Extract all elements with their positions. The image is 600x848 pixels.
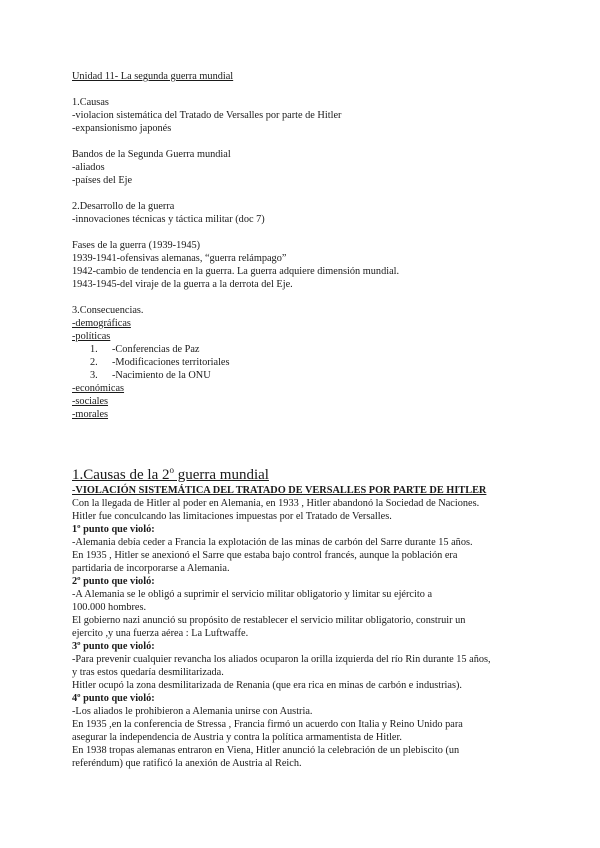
section-subheading: -VIOLACIÓN SISTEMÁTICA DEL TRATADO DE VERSALLES POR PARTE DE HITLER — [72, 485, 487, 496]
political-sublist — [72, 343, 560, 382]
sides-heading: Bandos de la Segunda Guerra mundial — [72, 149, 231, 160]
development-item: -innovaciones técnicas y táctica militar (doc 7) — [72, 214, 265, 225]
point-label: 1º punto que violó: — [72, 524, 155, 535]
paragraph-line: En 1938 tropas alemanas entraron en Viena, Hitler anunció la celebración de un plebiscito (un — [72, 745, 460, 756]
paragraph-line: En 1935 ,en la conferencia de Stressa , Francia firmó un acuerdo con Italia y Reino Unido para — [72, 719, 463, 730]
cause-item: -violacion sistemática del Tratado de Versalles por parte de Hitler — [72, 110, 342, 121]
paragraph-line: y tras estos quedaría desmilitarizada. — [72, 667, 224, 678]
point-label: 3º punto que violó: — [72, 641, 155, 652]
list-item: 1. -Conferencias de Paz — [90, 344, 200, 355]
paragraph-line: -Para prevenir cualquier revancha los aliados ocuparon la orilla izquierda del río Rin durante 15 años, — [72, 654, 491, 665]
phase-item: 1942-cambio de tendencia en la guerra. La guerra adquiere dimensión mundial. — [72, 266, 400, 277]
paragraph-line: asegurar la independencia de Austria y contra la política armamentista de Hitler. — [72, 732, 402, 743]
phase-item: 1939-1941-ofensivas alemanas, “guerra relámpago” — [72, 253, 287, 264]
paragraph-line: partidaria de incorporarse a Alemania. — [72, 563, 230, 574]
paragraph-line: -A Alemania se le obligó a suprimir el servicio militar obligatorio y limitar su ejército a — [72, 589, 433, 600]
paragraph-line: ejercito ,y una fuerza aérea : La Luftwaffe. — [72, 628, 249, 639]
paragraph-line: Con la llegada de Hitler al poder en Alemania, en 1933 , Hitler abandonó la Sociedad de Naciones. — [72, 498, 480, 509]
consequence-item: -sociales — [72, 396, 109, 407]
consequence-item: -morales — [72, 409, 109, 420]
development-heading: 2.Desarrollo de la guerra — [72, 201, 175, 212]
paragraph-line: -Alemania debía ceder a Francia la explotación de las minas de carbón del Sarre durante 15 años. — [72, 537, 473, 548]
causes-heading: 1.Causas — [72, 97, 109, 108]
unit-title: Unidad 11- La segunda guerra mundial — [72, 71, 234, 82]
consequence-item: -políticas — [72, 331, 111, 342]
list-item: 3. -Nacimiento de la ONU — [90, 370, 211, 381]
paragraph-line: El gobierno nazi anunció su propósito de restablecer el servicio militar obligatorio, construir un — [72, 615, 466, 626]
paragraph-line: Hitler ocupó la zona desmilitarizada de Renania (que era rica en minas de carbón e industrias). — [72, 680, 462, 691]
point-label: 4º punto que violó: — [72, 693, 155, 704]
paragraph-line: -Los aliados le prohibieron a Alemania unirse con Austria. — [72, 706, 313, 717]
consequence-item: -demográficas — [72, 318, 131, 329]
consequences-heading: 3.Consecuencias. — [72, 305, 144, 316]
paragraph-line: 100.000 hombres. — [72, 602, 147, 613]
paragraph-line: En 1935 , Hitler se anexionó el Sarre que estaba bajo control francés, aunque la población era — [72, 550, 458, 561]
section-heading: 1.Causas de la 2$^o$ guerra mundial — [72, 465, 269, 483]
phase-item: 1943-1945-del viraje de la guerra a la derrota del Eje. — [72, 279, 293, 290]
cause-item: -expansionismo japonés — [72, 123, 172, 134]
point-label: 2º punto que violó: — [72, 576, 155, 587]
side-item: -países del Eje — [72, 175, 133, 186]
side-item: -aliados — [72, 162, 105, 173]
list-item: 2. -Modificaciones territoriales — [90, 357, 230, 368]
paragraph-line: referéndum) que ratificó la anexión de Austria al Reich. — [72, 758, 302, 769]
phases-heading: Fases de la guerra (1939-1945) — [72, 240, 201, 251]
paragraph-line: Hitler fue conculcando las limitaciones impuestas por el Tratado de Versalles. — [72, 511, 392, 522]
consequence-item: -económicas — [72, 383, 125, 394]
